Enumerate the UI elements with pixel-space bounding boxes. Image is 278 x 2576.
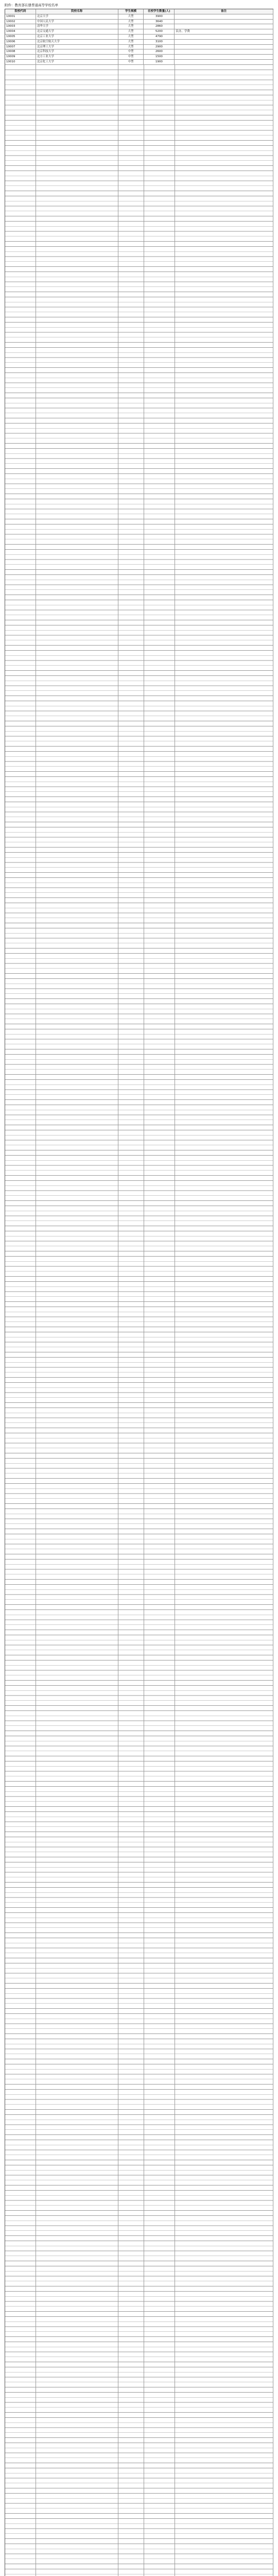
cell-name: 北京科技大学 bbox=[36, 49, 118, 54]
cell-count: 5200 bbox=[144, 29, 175, 34]
cell-code: 10010 bbox=[5, 60, 36, 64]
table-row bbox=[5, 49, 273, 55]
table-body bbox=[5, 14, 273, 65]
table-row bbox=[5, 24, 273, 29]
cell-name: 北方工业大学 bbox=[36, 55, 118, 59]
table-row bbox=[5, 55, 273, 60]
cell-name: 北京大学 bbox=[36, 14, 118, 19]
table-continuation bbox=[5, 65, 273, 2576]
cell-code: 10008 bbox=[5, 49, 36, 54]
header-scale: 学生规模 bbox=[118, 9, 144, 14]
table-row bbox=[5, 40, 273, 45]
document-title: 附件：教育部在册普通高等学校名单 bbox=[5, 3, 58, 7]
cell-code: 10004 bbox=[5, 29, 36, 34]
cell-note bbox=[175, 14, 273, 19]
cell-scale: 大型 bbox=[118, 29, 144, 34]
cell-scale: 大型 bbox=[118, 14, 144, 19]
cell-count: 2860 bbox=[144, 24, 175, 29]
cell-scale: 大型 bbox=[118, 35, 144, 39]
cell-count: 4790 bbox=[144, 35, 175, 39]
cell-count: 3640 bbox=[144, 20, 175, 24]
table-row bbox=[5, 14, 273, 20]
cell-count: 2600 bbox=[144, 49, 175, 54]
school-table bbox=[5, 9, 273, 2576]
header-count: 在校学生数量(人) bbox=[144, 9, 175, 14]
cell-note bbox=[175, 40, 273, 44]
cell-note bbox=[175, 55, 273, 59]
cell-name: 北京工业大学 bbox=[36, 35, 118, 39]
cell-code: 10002 bbox=[5, 20, 36, 24]
cell-scale: 大型 bbox=[118, 24, 144, 29]
cell-note bbox=[175, 24, 273, 29]
table-row bbox=[5, 35, 273, 40]
header-note: 备注 bbox=[175, 9, 273, 14]
cell-code: 10003 bbox=[5, 24, 36, 29]
header-code: 院校代码 bbox=[5, 9, 36, 14]
table-row bbox=[5, 45, 273, 50]
cell-code: 10001 bbox=[5, 14, 36, 19]
cell-name: 清华大学 bbox=[36, 24, 118, 29]
cell-code: 10009 bbox=[5, 55, 36, 59]
cell-count: 1900 bbox=[144, 60, 175, 64]
cell-name: 北京航空航天大学 bbox=[36, 40, 118, 44]
cell-count: 1500 bbox=[144, 55, 175, 59]
cell-name: 北京理工大学 bbox=[36, 45, 118, 49]
cell-name: 北京交通大学 bbox=[36, 29, 118, 34]
table-row bbox=[5, 29, 273, 35]
table-row bbox=[5, 60, 273, 65]
cell-name: 北京化工大学 bbox=[36, 60, 118, 64]
cell-note: 民办，学费 bbox=[175, 29, 273, 34]
cell-scale: 大型 bbox=[118, 45, 144, 49]
cell-note bbox=[175, 49, 273, 54]
cell-count: 3100 bbox=[144, 40, 175, 44]
cell-scale: 中型 bbox=[118, 49, 144, 54]
cell-scale: 大型 bbox=[118, 40, 144, 44]
cell-note bbox=[175, 45, 273, 49]
cell-count: 2900 bbox=[144, 45, 175, 49]
cell-scale: 中型 bbox=[118, 60, 144, 64]
header-name: 院校名称 bbox=[36, 9, 118, 14]
cell-code: 10006 bbox=[5, 40, 36, 44]
cell-name: 中国人民大学 bbox=[36, 20, 118, 24]
cell-note bbox=[175, 20, 273, 24]
cell-note bbox=[175, 60, 273, 64]
table-header bbox=[5, 9, 273, 14]
cell-scale: 中型 bbox=[118, 55, 144, 59]
cell-count: 3900 bbox=[144, 14, 175, 19]
cell-code: 10007 bbox=[5, 45, 36, 49]
cell-note bbox=[175, 35, 273, 39]
cell-scale: 大型 bbox=[118, 20, 144, 24]
cell-code: 10005 bbox=[5, 35, 36, 39]
table-row bbox=[5, 20, 273, 25]
